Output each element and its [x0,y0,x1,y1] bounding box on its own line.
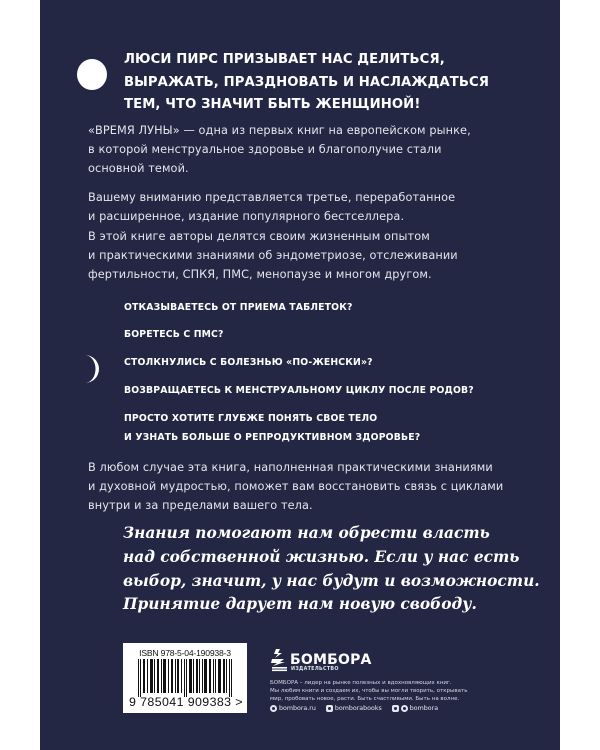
headline-line: ТЕМ, ЧТО ЗНАЧИТ БЫТЬ ЖЕНЩИНОЙ! [124,97,421,112]
headline-line: ВЫРАЖАТЬ, ПРАЗДНОВАТЬ И НАСЛАЖДАТЬСЯ [124,74,490,90]
web-icon [270,705,277,712]
description-line: мир, пробовать новое, расти. Быть счастливыми. Быть на волне. [270,696,460,702]
paragraph-intro [88,121,528,178]
paragraph-line: фертильности, СПКЯ, ПМС, менопаузе и многом другом. [88,268,432,281]
question-item: ПРОСТО ХОТИТЕ ГЛУБЖЕ ПОНЯТЬ СВОЕ ТЕЛО [124,413,378,424]
paragraph-edition [88,188,528,226]
paragraph-line: «ВРЕМЯ ЛУНЫ» — одна из первых книг на европейском рынке, [88,124,471,137]
quote-line: Принятие дарует нам новую свободу. [123,595,477,614]
paragraph-topics [88,227,528,284]
publisher-description [270,679,540,703]
paragraph-line: и практическими знаниями об эндометриозе, отслеживании [88,249,458,262]
full-moon-icon [77,59,107,90]
headline [124,49,544,117]
description-line: БОМБОРА – лидер на рынке полезных и вдохновляющих книг. [270,680,452,686]
barcode-bars-icon [138,659,232,697]
barcode-digits: 9 785041 909383 > [129,695,243,709]
social-telegram [392,705,438,712]
headline-line: ЛЮСИ ПИРС ПРИЗЫВАЕТ НАС ДЕЛИТЬСЯ, [124,52,445,67]
question-item: БОРЕТЕСЬ С ПМС? [124,329,224,340]
question-item: ВОЗВРАЩАЕТЕСЬ К МЕНСТРУАЛЬНОМУ ЦИКЛУ ПОСЛЕ РОДОВ? [124,385,474,396]
social-website [270,705,316,712]
isbn-number: ISBN 978-5-04-190938-3 [139,648,231,658]
paragraph-line: в которой менструальное здоровье и благополучие стали [88,143,442,156]
crescent-moon-icon [76,354,106,384]
quote-line: Знания помогают нам обрести власть [123,524,490,542]
pull-quote [123,522,563,617]
paragraph-line: В любом случае эта книга, наполненная практическими знаниями [88,461,493,474]
vk-icon [326,705,333,712]
quote-line: выбор, значит, у нас будут и возможности. [123,571,540,590]
ok-icon [392,705,399,712]
bombora-logo-icon [270,649,288,673]
social-label: bombora [409,704,439,712]
description-line: Мы любим книги и создаем их, чтобы вы могли творить, открывать [270,688,468,694]
paragraph-line: и расширенное, издание популярного бестселлера. [88,210,405,223]
paragraph-line: внутри и за пределами вашего тела. [88,499,313,512]
telegram-icon [401,705,408,712]
book-back-cover [40,0,560,750]
paragraph-line: основной темой. [88,162,189,175]
paragraph-line: В этой книге авторы делятся своим жизненным опытом [88,230,430,243]
publisher-name: БОМБОРА [290,652,372,668]
question-item: ОТКАЗЫВАЕТЕСЬ ОТ ПРИЕМА ТАБЛЕТОК? [124,302,353,313]
social-label: bombora.ru [279,704,316,712]
question-item: СТОЛКНУЛИСЬ С БОЛЕЗНЬЮ «ПО-ЖЕНСКИ»? [124,357,373,368]
social-vk [326,705,382,712]
isbn-barcode [123,643,247,713]
paragraph-line: Вашему вниманию представляется третье, переработанное [88,191,456,204]
question-item: И УЗНАТЬ БОЛЬШЕ О РЕПРОДУКТИВНОМ ЗДОРОВЬЕ? [124,432,421,443]
paragraph-line: и духовной мудростью, поможет вам восстановить связь с циклами [88,480,504,493]
social-links [270,703,448,713]
social-label: bomborabooks [334,704,382,712]
publisher-subtitle: ИЗДАТЕЛЬСТВО [291,667,339,672]
paragraph-closing [88,458,528,515]
quote-line: над собственной жизнью. Если у нас есть [123,547,520,566]
